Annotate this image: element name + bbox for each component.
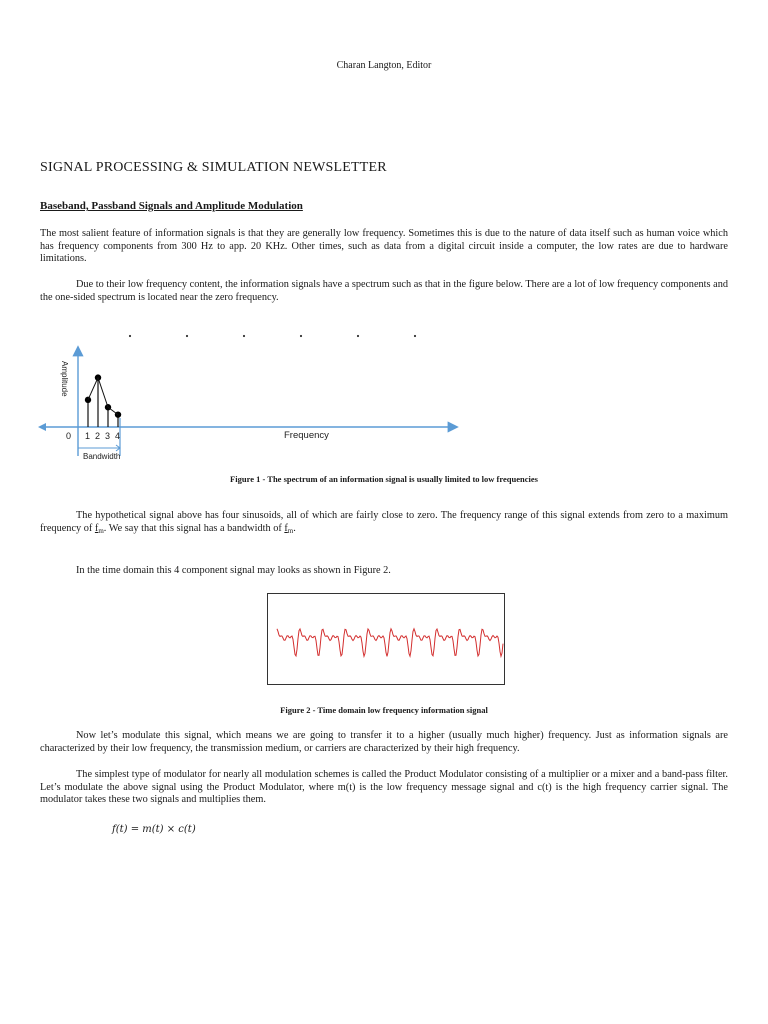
decorative-dot (186, 335, 188, 337)
newsletter-title: SIGNAL PROCESSING & SIMULATION NEWSLETTER (40, 160, 387, 175)
paragraph-2: Due to their low frequency content, the information signals have a spectrum such as that in the figure below. There are a lot of low frequency components and the one-sided spectrum is located near the zero frequency. (40, 279, 728, 303)
y-axis-label: Amplitude (60, 361, 69, 397)
decorative-dot (243, 335, 245, 337)
figure-1-caption: Figure 1 - The spectrum of an information signal is usually limited to low frequencies (230, 474, 538, 484)
paragraph-3-part-b: . We say that this signal has a bandwidth of (103, 522, 285, 534)
origin-label: 0 (66, 431, 72, 441)
paragraph-3: The hypothetical signal above has four sinusoids, all of which are fairly close to zero. The frequency range of this signal extends from zero to a maximum frequency of $f_m$. We say that this signal has a bandwidth of $f_m$. (40, 510, 728, 535)
decorative-dot (357, 335, 359, 337)
paragraph-5: Now let’s modulate this signal, which means we are going to transfer it to a higher (usually much higher) frequency. Just as information signals are characterized by their low frequency, the transmission medium, or carriers are characterized by their high frequency. (40, 730, 728, 754)
modulation-formula: f(t) = m(t) × c(t) (112, 824, 196, 835)
frequency-tick-label: 3 (105, 431, 111, 441)
paragraph-6: The simplest type of modulator for nearly all modulation schemes is called the Product Modulator consisting of a multiplier or a mixer and a band-pass filter. Let’s modulate the above signal using the Product Modulator, where m(t) is the low frequency message signal and c(t) is the high frequency carrier signal. The modulator takes these two signals and multiplies them. (40, 769, 728, 805)
spectrum-envelope (88, 378, 118, 415)
fm-symbol: $f_m$ (94, 522, 104, 535)
x-axis-label: Frequency (284, 430, 329, 441)
figure-1-spectrum (36, 318, 466, 466)
paragraph-3-part-a: The hypothetical signal above has four sinusoids, all of which are fairly close to zero. The frequency range of this signal extends from zero to a maximum frequency of (40, 510, 728, 534)
plot-frame (268, 594, 505, 685)
decorative-dot (300, 335, 302, 337)
editor-line: Charan Langton, Editor (336, 60, 432, 71)
paragraph-1: The most salient feature of information signals is that they are generally low frequency. Sometimes this is due to the nature of data itself such as human voice which has frequency components from 300 Hz to app. 20 KHz. Other times, such as data from a digital circuit inside a computer, the low rates are due to hardware limitations. (40, 228, 728, 264)
paragraph-4: In the time domain this 4 component signal may looks as shown in Figure 2. (76, 565, 391, 576)
frequency-tick-label: 4 (115, 431, 121, 441)
section-title: Baseband, Passband Signals and Amplitude Modulation (40, 200, 303, 212)
frequency-tick-label: 2 (95, 431, 101, 441)
decorative-dot (414, 335, 416, 337)
frequency-tick-label: 1 (85, 431, 91, 441)
decorative-dot (129, 335, 131, 337)
figure-2-caption: Figure 2 - Time domain low frequency information signal (280, 705, 488, 715)
figure-2-time-domain (267, 593, 505, 685)
bandwidth-label: Bandwidth (83, 452, 121, 461)
fm-symbol: $f_m$ (284, 522, 294, 535)
